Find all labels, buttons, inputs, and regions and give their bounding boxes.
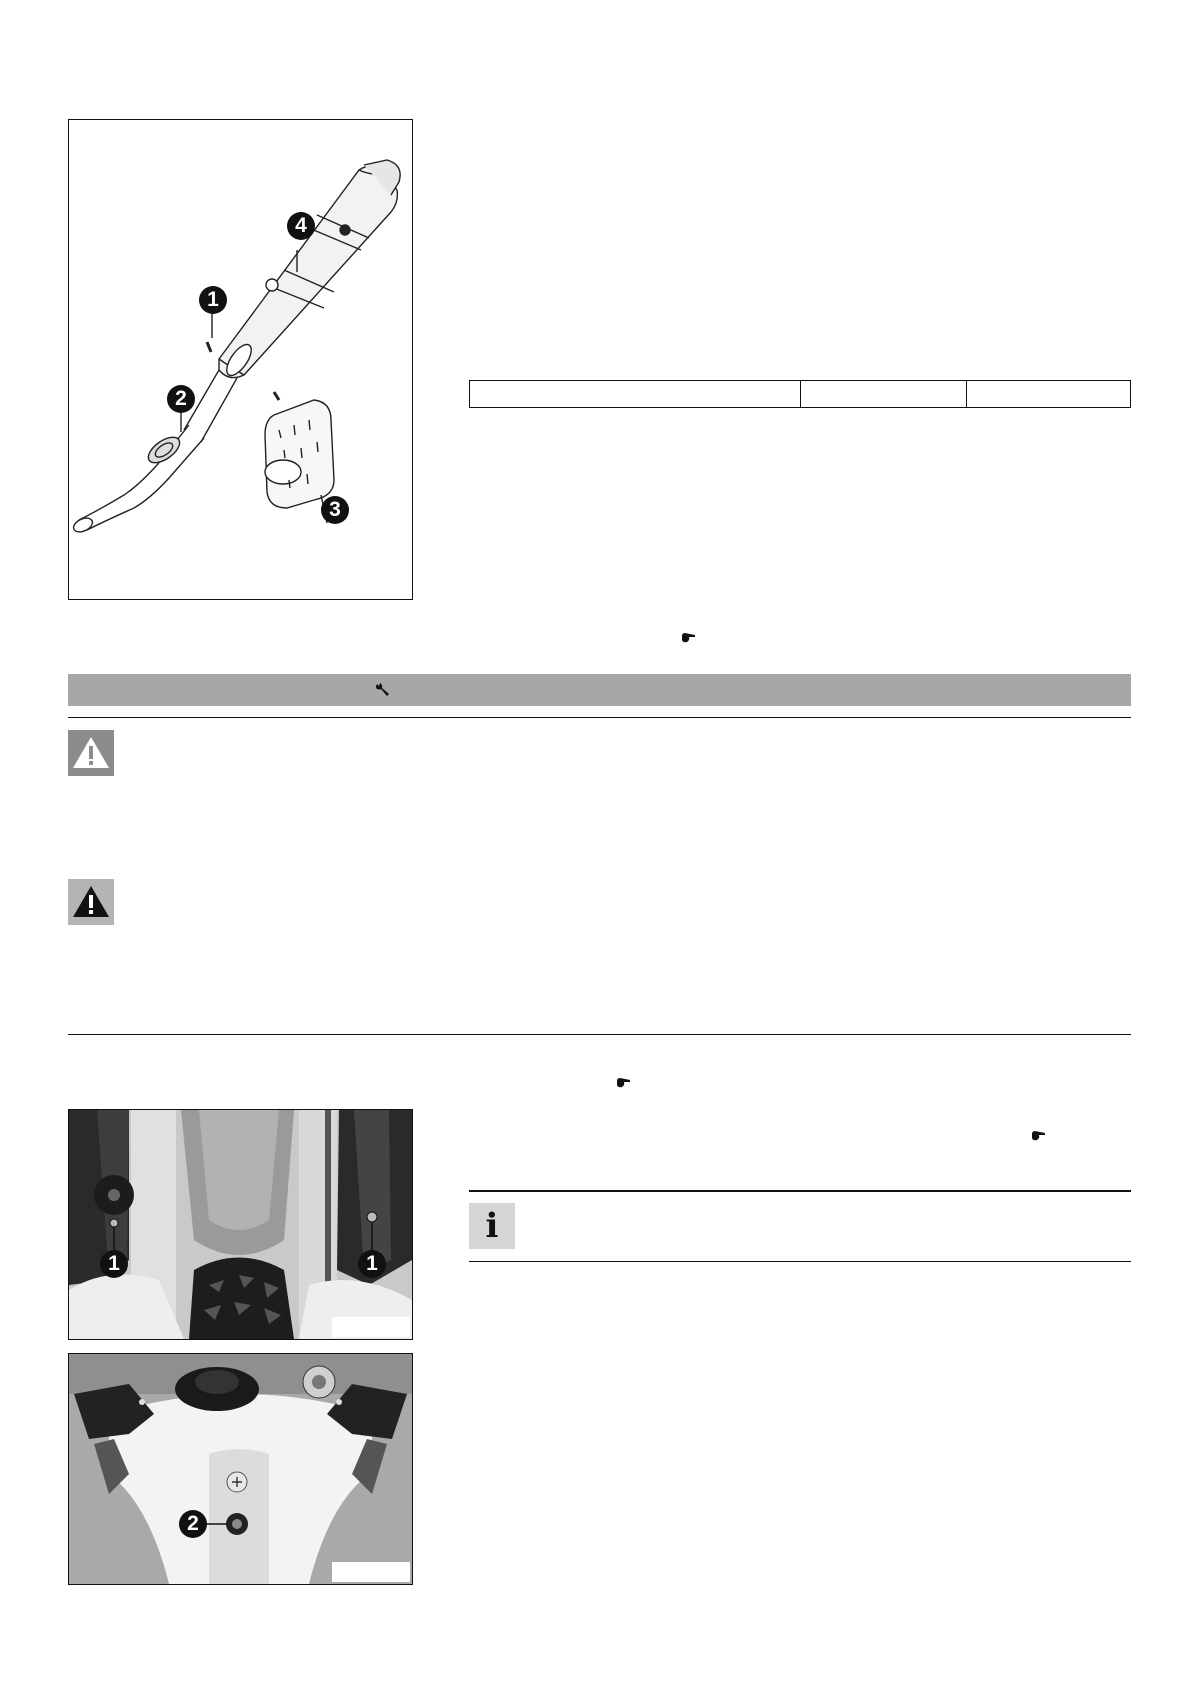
spec-cell-3 (967, 381, 1131, 408)
callout-1-right: 1 (358, 1250, 386, 1278)
callout-4: 4 (287, 212, 315, 240)
pointing-hand-icon (615, 1077, 631, 1091)
pointing-hand-icon (1030, 1130, 1046, 1144)
photo-fender-top (68, 1109, 413, 1340)
info-rule-bottom (469, 1261, 1131, 1262)
figure-id-tag (332, 1562, 410, 1582)
spec-cell-2 (801, 381, 967, 408)
divider-bottom (68, 1034, 1131, 1035)
spec-cell-1 (470, 381, 801, 408)
warning-box-2 (68, 879, 114, 925)
info-rule-top (469, 1190, 1131, 1192)
callout-2: 2 (179, 1510, 207, 1538)
info-icon: i (469, 1203, 515, 1249)
exhaust-drawing (69, 120, 412, 599)
warning-triangle-icon (68, 730, 114, 776)
pointing-hand-icon (680, 632, 696, 646)
callout-1: 1 (199, 286, 227, 314)
warning-triangle-icon (68, 879, 114, 925)
wrench-icon (374, 682, 390, 703)
warning-box-1 (68, 730, 114, 776)
divider-top (68, 717, 1131, 718)
spec-table (469, 380, 1131, 408)
exhaust-exploded-figure (68, 119, 413, 600)
callout-3: 3 (321, 496, 349, 524)
section-bar (68, 674, 1131, 706)
callout-2: 2 (167, 385, 195, 413)
photo-fender-bottom (68, 1353, 413, 1585)
callout-1-left: 1 (100, 1250, 128, 1278)
figure-id-tag (332, 1317, 410, 1337)
